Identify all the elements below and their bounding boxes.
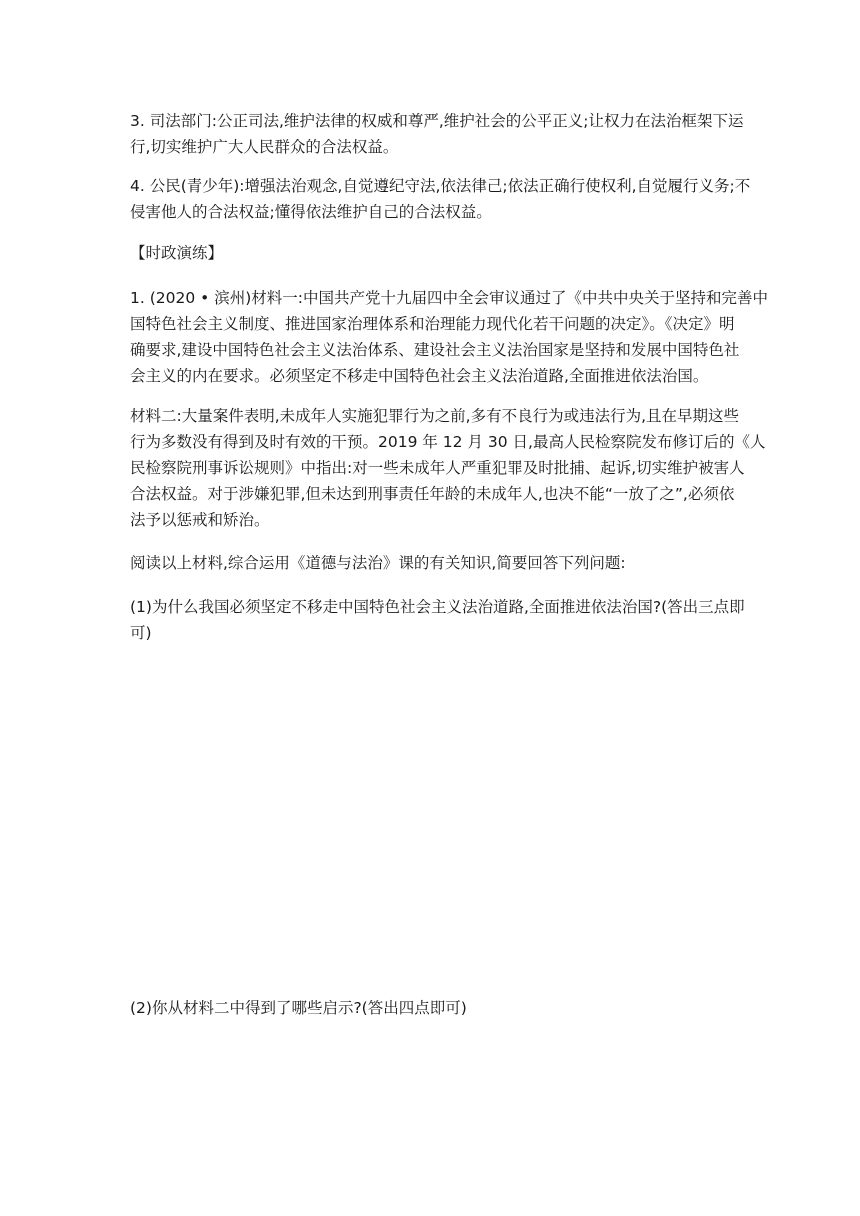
paragraph-line: 1. (2020 • 滨州)材料一:中国共产党十九届四中全会审议通过了《中共中央关于坚持和完善中 [130,289,768,307]
material-2 [130,403,766,533]
paragraph-line: 行,切实维护广大人民群众的合法权益。 [130,138,399,156]
question-1-material-1 [130,285,768,389]
sub-question-1 [130,594,745,646]
section-heading [130,240,730,266]
paragraph-line: 民检察院刑事诉讼规则》中指出:对一些未成年人严重犯罪及时批捕、起诉,切实维护被害人 [130,459,745,477]
paragraph-line: 法予以惩戒和矫治。 [130,511,270,529]
paragraph-citizen [130,173,751,225]
paragraph-line: 4. 公民(青少年):增强法治观念,自觉遵纪守法,依法律己;依法正确行使权利,自觉履行义务;不 [130,177,751,195]
paragraph-line: 行为多数没有得到及时有效的干预。2019 年 12 月 30 日,最高人民检察院发布修订后的《人 [130,433,766,451]
paragraph-line: 国特色社会主义制度、推进国家治理体系和治理能力现代化若干问题的决定》。《决定》明 [130,315,735,333]
paragraph-line: 确要求,建设中国特色社会主义法治体系、建设社会主义法治国家是坚持和发展中国特色社 [130,341,740,359]
section-heading-text: 【时政演练】 [130,244,224,262]
paragraph-line: 侵害他人的合法权益;懂得依法维护自己的合法权益。 [130,203,492,221]
paragraph-line: 合法权益。对于涉嫌犯罪,但未达到刑事责任年龄的未成年人,也决不能“一放了之”,必须依 [130,485,735,503]
sub-question-2 [130,995,730,1021]
paragraph-line: (1)为什么我国必须坚定不移走中国特色社会主义法治道路,全面推进依法治国?(答出三点即 [130,598,745,616]
instruction [130,550,730,576]
sub-question-2-text: (2)你从材料二中得到了哪些启示?(答出四点即可) [130,999,467,1017]
paragraph-line: 会主义的内在要求。必须坚定不移走中国特色社会主义法治道路,全面推进依法治国。 [130,367,709,385]
paragraph-line: 3. 司法部门:公正司法,维护法律的权威和尊严,维护社会的公平正义;让权力在法治框架下运 [130,112,744,130]
instruction-text: 阅读以上材料,综合运用《道德与法治》课的有关知识,简要回答下列问题: [130,554,626,572]
paragraph-line: 可) [130,624,152,642]
paragraph-line: 材料二:大量案件表明,未成年人实施犯罪行为之前,多有不良行为或违法行为,且在早期这些 [130,407,740,425]
paragraph-judicial [130,108,744,160]
